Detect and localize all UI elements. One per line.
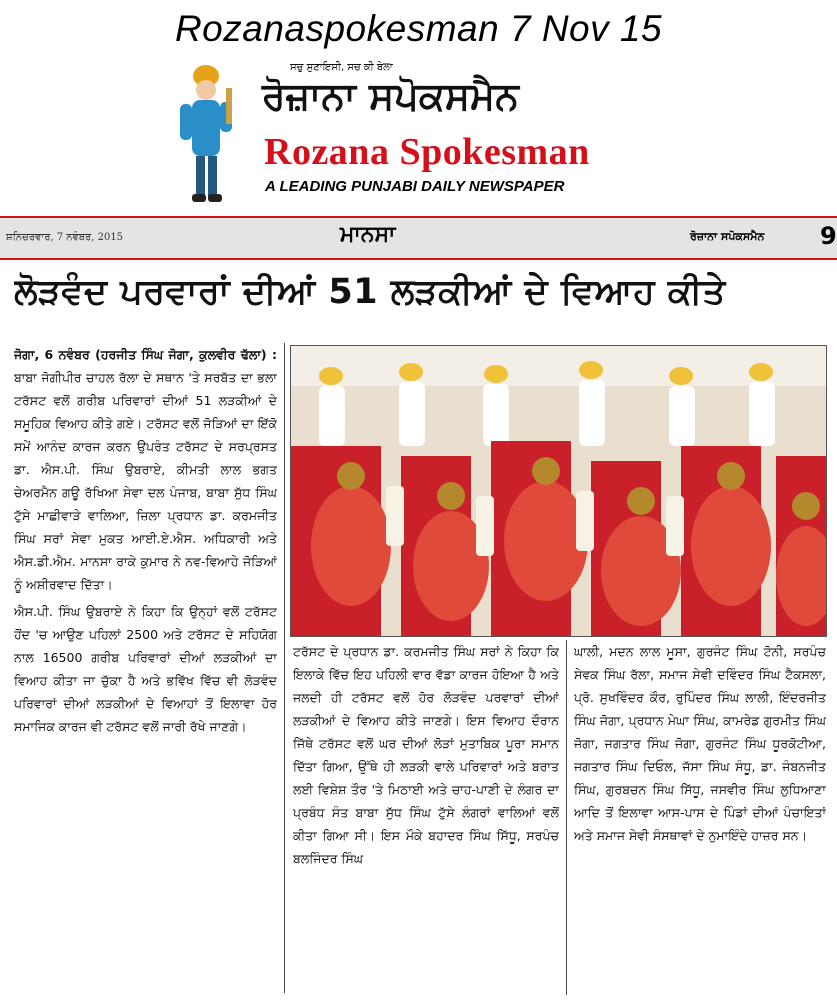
- wedding-photo: [290, 345, 827, 637]
- masthead-tagline: ਸਚੁ ਸੁਣਾਇਸੀ, ਸਚ ਕੀ ਬੇਲਾ: [290, 62, 393, 73]
- article-paragraph-4: ਘਾਲੀ, ਮਦਨ ਲਾਲ ਮੂਸਾ, ਗੁਰਜੰਟ ਸਿੰਘ ਟੋਨੀ, ਸਰਪੰਚ ਸੇਵਕ ਸਿੰਘ ਰੱਲਾ, ਸਮਾਜ ਸੇਵੀ ਦਵਿੰਦਰ ਸਿੰਘ ਟੈਕਸਲਾ, ਪ੍ਰੋ. ਸੁਖਵਿੰਦਰ ਕੌਰ, ਰੁਪਿੰਦਰ ਸਿੰਘ ਲਾਲੀ, ਇੰਦਰਜੀਤ ਸਿੰਘ ਜੋਗਾ, ਪ੍ਰਧਾਨ ਮੇਘਾ ਸਿੰਘ, ਕਾਮਰੇਡ ਗੁਰਮੀਤ ਸਿੰਘ ਜੋਗਾ, ਜਗਤਾਰ ਸਿੰਘ ਜੋਗਾ, ਗੁਰਜੰਟ ਸਿੰਘ ਧੂਰਕੋਟੀਆ, ਜਗਤਾਰ ਸਿੰਘ ਦਿਓਲ, ਜੱਸਾ ਸਿੰਘ ਸੰਧੂ, ਡਾ. ਜੰਬਨਜੀਤ ਸਿੰਘ, ਗੁਰਬਚਨ ਸਿੰਘ ਸਿੱਧੂ, ਜਸਵੀਰ ਸਿੰਘ ਲੁਧਿਆਣਾ ਆਦਿ ਤੋਂ ਇਲਾਵਾ ਆਸ-ਪਾਸ ਦੇ ਪਿੰਡਾਂ ਦੀਆਂ ਪੰਚਾਇਤਾਂ ਅਤੇ ਸਮਾਜ ਸੇਵੀ ਸੰਸਥਾਵਾਂ ਦੇ ਨੁਮਾਇੰਦੇ ਹਾਜ਼ਰ ਸਨ।: [574, 644, 826, 843]
- clipping-caption: Rozanaspokesman 7 Nov 15: [174, 8, 663, 49]
- masthead-title-gurmukhi: ਰੋਜ਼ਾਨਾ ਸਪੋਕਸਮੈਨ: [262, 74, 519, 118]
- section-title: ਮਾਨਸਾ: [340, 222, 396, 247]
- article-paragraph-3: ਟਰੱਸਟ ਦੇ ਪ੍ਰਧਾਨ ਡਾ. ਕਰਮਜੀਤ ਸਿੰਘ ਸਰਾਂ ਨੇ ਕਿਹਾ ਕਿ ਇਲਾਕੇ ਵਿੱਚ ਇਹ ਪਹਿਲੀ ਵਾਰ ਵੱਡਾ ਕਾਰਜ ਹੋਇਆ ਹੈ ਅਤੇ ਜਲਦੀ ਹੀ ਟਰੱਸਟ ਵਲੋਂ ਹੋਰ ਲੋੜਵੰਦ ਪਰਵਾਰਾਂ ਦੀਆਂ ਲੜਕੀਆਂ ਦੇ ਵਿਆਹ ਕੀਤੇ ਜਾਣਗੇ। ਇਸ ਵਿਆਹ ਦੌਰਾਨ ਜਿੱਥੇ ਟਰੱਸਟ ਵਲੋਂ ਘਰ ਦੀਆਂ ਲੋੜਾਂ ਮੁਤਾਬਿਕ ਪੂਰਾ ਸਮਾਨ ਦਿੱਤਾ ਗਿਆ, ਉੱਥੇ ਹੀ ਲੜਕੀ ਵਾਲੇ ਪਰਿਵਾਰਾਂ ਅਤੇ ਬਰਾਤ ਲਈ ਵਿਸ਼ੇਸ਼ ਤੌਰ 'ਤੇ ਮਿਠਾਈ ਅਤੇ ਚਾਹ-ਪਾਣੀ ਦੇ ਲੰਗਰ ਦਾ ਪ੍ਰਬੰਧ ਸੰਤ ਬਾਬਾ ਸੁੱਧ ਸਿੰਘ ਟੁੱਸੇ ਲੰਗਰਾਂ ਵਾਲਿਆਂ ਵਲੋਂ ਕੀਤਾ ਗਿਆ ਸੀ। ਇਸ ਮੌਕੇ ਬਹਾਦਰ ਸਿੰਘ ਸਿੱਧੂ, ਸਰਪੰਚ ਬਲਜਿੰਦਰ ਸਿੰਘ: [293, 644, 559, 866]
- article-column-1: [14, 343, 277, 993]
- article-headline: ਲੋੜਵੰਦ ਪਰਵਾਰਾਂ ਦੀਆਂ 51 ਲੜਕੀਆਂ ਦੇ ਵਿਆਹ ਕੀਤੇ: [14, 272, 726, 312]
- paper-name-small: ਰੋਜ਼ਾਨਾ ਸਪੋਕਸਮੈਨ: [690, 230, 765, 243]
- masthead: [170, 58, 650, 208]
- masthead-title-latin: Rozana Spokesman: [264, 131, 590, 173]
- dateline: ਜੋਗਾ, 6 ਨਵੰਬਰ (ਹਰਜੀਤ ਸਿੰਘ ਜੋਗਾ, ਕੁਲਵੀਰ ਢੱਲਾ) :: [14, 347, 277, 362]
- article-column-2: [293, 640, 559, 995]
- page-number: 9: [820, 222, 837, 250]
- column-divider: [284, 343, 285, 993]
- crowd-photo-illustration: [291, 346, 826, 636]
- article-paragraph-1: [14, 343, 277, 596]
- boy-mascot-icon: [170, 62, 240, 210]
- paragraph-text: ਬਾਬਾ ਜੋਗੀਪੀਰ ਚਾਹਲ ਰੱਲਾ ਦੇ ਸਥਾਨ 'ਤੇ ਸਰਬੱਤ ਦਾ ਭਲਾ ਟਰੱਸਟ ਵਲੋਂ ਗਰੀਬ ਪਰਿਵਾਰਾਂ ਦੀਆਂ 51 ਲੜਕੀਆਂ ਦੇ ਸਮੂਹਿਕ ਵਿਆਹ ਕੀਤੇ ਗਏ। ਟਰੱਸਟ ਵਲੋਂ ਜੋੜਿਆਂ ਦਾ ਇੱਕੋ ਸਮੇਂ ਆਨੰਦ ਕਾਰਜ ਕਰਨ ਉਪਰੰਤ ਟਰੱਸਟ ਦੇ ਸਰਪ੍ਰਸਤ ਡਾ. ਐਸ.ਪੀ. ਸਿੰਘ ਉਬਰਾਏ, ਕੀਮਤੀ ਲਾਲ ਭਗਤ ਚੇਅਰਮੈਨ ਗਊ ਰੱਖਿਆ ਸੇਵਾ ਦਲ ਪੰਜਾਬ, ਬਾਬਾ ਸੁੱਧ ਸਿੰਘ ਟੁੱਸੇ ਮਾਛੀਵਾੜੇ ਵਾਲਿਆ, ਜ਼ਿਲਾ ਪ੍ਰਧਾਨ ਡਾ. ਕਰਮਜੀਤ ਸਿੰਘ ਸਰਾਂ ਸੇਵਾ ਮੁਕਤ ਆਈ.ਏ.ਐਸ. ਅਧਿਕਾਰੀ ਅਤੇ ਐਸ.ਡੀ.ਐਮ. ਮਾਨਸਾ ਰਾਕੇ ਕੁਮਾਰ ਨੇ ਨਵ-ਵਿਆਹੇ ਜੋੜਿਆਂ ਨੂੰ ਅਸ਼ੀਰਵਾਦ ਦਿੱਤਾ।: [14, 370, 277, 592]
- page-header-bar: [0, 216, 837, 260]
- issue-date: ਸ਼ਨਿਚਰਵਾਰ, 7 ਨਵੰਬਰ, 2015: [6, 232, 124, 243]
- article-column-3: [574, 640, 826, 995]
- masthead-subtitle: A LEADING PUNJABI DAILY NEWSPAPER: [265, 178, 565, 195]
- article-paragraph-2: [14, 600, 277, 738]
- column-divider: [566, 640, 567, 995]
- paragraph-text: ਐਸ.ਪੀ. ਸਿੰਘ ਉਬਰਾਏ ਨੇ ਕਿਹਾ ਕਿ ਉਨ੍ਹਾਂ ਵਲੋਂ ਟਰੱਸਟ ਹੋਂਦ 'ਚ ਆਉਣ ਪਹਿਲਾਂ 2500 ਅਤੇ ਟਰੱਸਟ ਦੇ ਸਹਿਯੋਗ ਨਾਲ 16500 ਗਰੀਬ ਪਰਿਵਾਰਾਂ ਦੀਆਂ ਲੜਕੀਆਂ ਦਾ ਵਿਆਹ ਕੀਤਾ ਜਾ ਚੁੱਕਾ ਹੈ ਅਤੇ ਭਵਿੱਖ ਵਿੱਚ ਵੀ ਲੋੜਵੰਦ ਪਰਿਵਾਰਾਂ ਦੀਆਂ ਲੜਕੀਆਂ ਦੇ ਵਿਆਹਾਂ ਤੋਂ ਇਲਾਵਾ ਹੋਰ ਸਮਾਜਿਕ ਕਾਰਜ ਵੀ ਟਰੱਸਟ ਵਲੋਂ ਜਾਰੀ ਰੱਖੇ ਜਾਣਗੇ।: [14, 604, 277, 734]
